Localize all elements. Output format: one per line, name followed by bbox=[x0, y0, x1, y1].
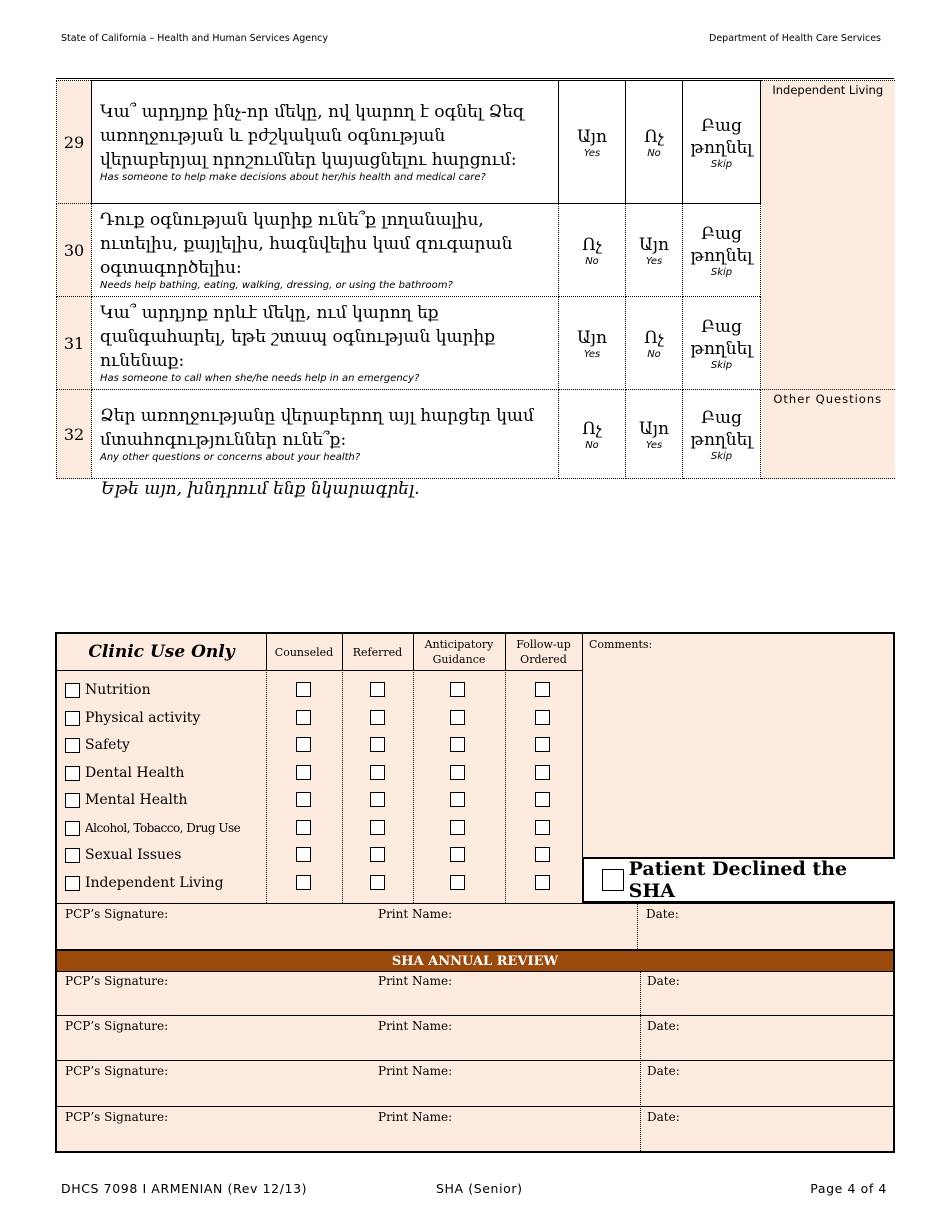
item-label: Safety bbox=[85, 737, 130, 753]
section-independent-living: Independent Living bbox=[761, 81, 895, 390]
referred-checkbox[interactable] bbox=[370, 737, 385, 752]
follow-up-checkbox[interactable] bbox=[535, 682, 550, 697]
item-label: Dental Health bbox=[85, 765, 185, 781]
question-number: 29 bbox=[57, 81, 92, 204]
question-row-32 bbox=[57, 390, 895, 479]
date-label: Date: bbox=[647, 1110, 680, 1124]
checkbox[interactable] bbox=[65, 876, 80, 891]
answer-option-2[interactable] bbox=[626, 390, 683, 479]
answer-armenian: Այո bbox=[638, 234, 670, 255]
answer-english: Yes bbox=[583, 147, 601, 159]
pcp-signature-label: PCP’s Signature: bbox=[65, 1064, 169, 1078]
follow-up-checkbox[interactable] bbox=[535, 875, 550, 890]
clinic-title: Clinic Use Only bbox=[88, 642, 235, 662]
answer-armenian: Բաց թողնել bbox=[690, 115, 753, 158]
patient-declined-box[interactable] bbox=[582, 857, 895, 903]
guidance-checkbox[interactable] bbox=[450, 682, 465, 697]
question-text bbox=[92, 390, 559, 479]
divider bbox=[57, 903, 893, 904]
item-label: Sexual Issues bbox=[85, 847, 182, 863]
date-label: Date: bbox=[647, 1019, 680, 1033]
pcp-signature-label: PCP’s Signature: bbox=[65, 974, 169, 988]
print-name-label: Print Name: bbox=[378, 1064, 453, 1078]
counseled-checkbox[interactable] bbox=[296, 847, 311, 862]
divider bbox=[582, 634, 583, 857]
answer-armenian: Ոչ bbox=[644, 126, 664, 147]
question-english: Has someone to help make decisions about her/his health and medical care? bbox=[100, 172, 486, 183]
checkbox[interactable] bbox=[65, 683, 80, 698]
clinic-item-alcohol-tobacco-drug[interactable] bbox=[65, 818, 240, 838]
footer-page-number: Page 4 of 4 bbox=[810, 1181, 887, 1196]
question-armenian: Կա՞ արդյոք որևէ մեկը, ում կարող եք զանգահարել, եթե շտապ օգնության կարիք ունենաք: bbox=[100, 303, 496, 371]
clinic-item-independent-living[interactable] bbox=[65, 873, 224, 893]
answer-english: No bbox=[585, 439, 599, 451]
follow-up-checkbox[interactable] bbox=[535, 737, 550, 752]
counseled-checkbox[interactable] bbox=[296, 765, 311, 780]
pcp-signature-label: PCP’s Signature: bbox=[65, 907, 169, 921]
answer-english: Yes bbox=[645, 255, 663, 267]
divider bbox=[266, 670, 267, 903]
follow-up-checkbox[interactable] bbox=[535, 820, 550, 835]
guidance-checkbox[interactable] bbox=[450, 765, 465, 780]
counseled-checkbox[interactable] bbox=[296, 875, 311, 890]
answer-option-1[interactable] bbox=[559, 81, 626, 204]
guidance-checkbox[interactable] bbox=[450, 710, 465, 725]
referred-checkbox[interactable] bbox=[370, 875, 385, 890]
date-label: Date: bbox=[647, 974, 680, 988]
date-label: Date: bbox=[647, 1064, 680, 1078]
divider bbox=[57, 971, 893, 972]
counseled-checkbox[interactable] bbox=[296, 710, 311, 725]
question-text bbox=[92, 81, 559, 204]
answer-option-skip[interactable] bbox=[683, 81, 761, 204]
question-row-29 bbox=[57, 81, 895, 204]
question-text bbox=[92, 297, 559, 390]
referred-checkbox[interactable] bbox=[370, 847, 385, 862]
checkbox[interactable] bbox=[65, 848, 80, 863]
divider bbox=[637, 903, 638, 949]
answer-english: Skip bbox=[710, 450, 733, 462]
divider bbox=[505, 634, 506, 670]
follow-up-checkbox[interactable] bbox=[535, 710, 550, 725]
print-name-label: Print Name: bbox=[378, 974, 453, 988]
item-label: Nutrition bbox=[85, 682, 151, 698]
section-other-questions: Other Questions bbox=[761, 390, 895, 479]
divider bbox=[57, 670, 582, 671]
answer-armenian: Բաց թողնել bbox=[690, 407, 753, 450]
answer-option-2[interactable] bbox=[626, 204, 683, 297]
divider bbox=[342, 634, 343, 670]
clinic-item-mental-health[interactable] bbox=[65, 790, 188, 810]
checkbox[interactable] bbox=[65, 711, 80, 726]
column-counseled: Counseled bbox=[274, 645, 334, 659]
answer-english: No bbox=[647, 348, 661, 360]
answer-option-skip[interactable] bbox=[683, 390, 761, 479]
checkbox[interactable] bbox=[65, 821, 80, 836]
column-anticipatory-guidance: Anticipatory Guidance bbox=[424, 638, 494, 666]
item-label: Mental Health bbox=[85, 792, 188, 808]
divider bbox=[413, 670, 414, 903]
clinic-use-only-section bbox=[55, 632, 895, 1153]
item-label: Independent Living bbox=[85, 875, 224, 891]
guidance-checkbox[interactable] bbox=[450, 737, 465, 752]
question-text bbox=[92, 204, 559, 297]
print-name-label: Print Name: bbox=[378, 907, 453, 921]
footer-form-id: DHCS 7098 I ARMENIAN (Rev 12/13) bbox=[61, 1181, 308, 1196]
answer-option-skip[interactable] bbox=[683, 297, 761, 390]
answer-armenian: Բաց թողնել bbox=[690, 316, 753, 359]
answer-option-1[interactable] bbox=[559, 390, 626, 479]
follow-up-checkbox[interactable] bbox=[535, 792, 550, 807]
answer-option-skip[interactable] bbox=[683, 204, 761, 297]
checkbox[interactable] bbox=[65, 793, 80, 808]
header-rule bbox=[56, 78, 894, 79]
answer-english: No bbox=[585, 255, 599, 267]
answer-english: Yes bbox=[645, 439, 663, 451]
answer-english: Skip bbox=[710, 359, 733, 371]
clinic-item-sexual-issues[interactable] bbox=[65, 845, 181, 865]
answer-option-2[interactable] bbox=[626, 297, 683, 390]
answer-english: Yes bbox=[583, 348, 601, 360]
answer-english: Skip bbox=[710, 266, 733, 278]
question-number: 31 bbox=[57, 297, 92, 390]
divider bbox=[413, 634, 414, 670]
referred-checkbox[interactable] bbox=[370, 710, 385, 725]
divider bbox=[57, 1060, 893, 1061]
clinic-item-physical-activity[interactable] bbox=[65, 708, 200, 728]
guidance-checkbox[interactable] bbox=[450, 847, 465, 862]
declined-checkbox[interactable] bbox=[602, 869, 624, 891]
referred-checkbox[interactable] bbox=[370, 820, 385, 835]
answer-armenian: Ոչ bbox=[644, 327, 664, 348]
item-label: Alcohol, Tobacco, Drug Use bbox=[85, 821, 241, 835]
column-follow-up-ordered: Follow-up Ordered bbox=[516, 638, 571, 666]
item-label: Physical activity bbox=[85, 710, 201, 726]
date-label: Date: bbox=[646, 907, 679, 921]
question-english: Any other questions or concerns about your health? bbox=[100, 452, 361, 463]
referred-checkbox[interactable] bbox=[370, 792, 385, 807]
answer-option-1[interactable] bbox=[559, 297, 626, 390]
guidance-checkbox[interactable] bbox=[450, 875, 465, 890]
referred-checkbox[interactable] bbox=[370, 682, 385, 697]
question-number: 32 bbox=[57, 390, 92, 479]
answer-armenian: Այո bbox=[576, 327, 608, 348]
divider bbox=[640, 971, 641, 1151]
checkbox[interactable] bbox=[65, 738, 80, 753]
clinic-item-nutrition[interactable] bbox=[65, 680, 151, 700]
question-number: 30 bbox=[57, 204, 92, 297]
guidance-checkbox[interactable] bbox=[450, 792, 465, 807]
clinic-item-safety[interactable] bbox=[65, 735, 130, 755]
answer-option-2[interactable] bbox=[626, 81, 683, 204]
answer-english: Skip bbox=[710, 158, 733, 170]
header-department: Department of Health Care Services bbox=[709, 33, 881, 44]
question-english: Needs help bathing, eating, walking, dressing, or using the bathroom? bbox=[100, 280, 453, 291]
guidance-checkbox[interactable] bbox=[450, 820, 465, 835]
divider bbox=[57, 1015, 893, 1016]
question-english: Has someone to call when she/he needs help in an emergency? bbox=[100, 373, 420, 384]
answer-option-1[interactable] bbox=[559, 204, 626, 297]
answer-armenian: Ոչ bbox=[582, 234, 602, 255]
clinic-item-dental-health[interactable] bbox=[65, 763, 184, 783]
question-armenian: Կա՞ արդյոք ինչ-որ մեկը, ով կարող է օգնել Ձեզ առողջության և բժշկական օգնության վերաբերյալ որոշումներ կայացնելու հարցում: bbox=[100, 102, 525, 170]
answer-armenian: Ոչ bbox=[582, 418, 602, 439]
counseled-checkbox[interactable] bbox=[296, 820, 311, 835]
answer-armenian: Այո bbox=[576, 126, 608, 147]
answer-armenian: Այո bbox=[638, 418, 670, 439]
pcp-signature-label: PCP’s Signature: bbox=[65, 1019, 169, 1033]
counseled-checkbox[interactable] bbox=[296, 792, 311, 807]
counseled-checkbox[interactable] bbox=[296, 682, 311, 697]
sha-annual-review-bar: SHA ANNUAL REVIEW bbox=[57, 951, 893, 971]
question-armenian: Դուք օգնության կարիք ունե՞ք լողանալիս, ուտելիս, քայլելիս, հագնվելիս կամ զուգարան օգտագործելիս: bbox=[100, 210, 513, 278]
follow-up-checkbox[interactable] bbox=[535, 765, 550, 780]
declined-label: Patient Declined the SHA bbox=[628, 858, 848, 902]
print-name-label: Print Name: bbox=[378, 1019, 453, 1033]
if-yes-describe: Եթե այո, խնդրում ենք նկարագրել. bbox=[101, 479, 420, 499]
pcp-signature-label: PCP’s Signature: bbox=[65, 1110, 169, 1124]
follow-up-checkbox[interactable] bbox=[535, 847, 550, 862]
checkbox[interactable] bbox=[65, 766, 80, 781]
print-name-label: Print Name: bbox=[378, 1110, 453, 1124]
divider bbox=[57, 1106, 893, 1107]
footer-title: SHA (Senior) bbox=[436, 1181, 523, 1196]
answer-armenian: Բաց թողնել bbox=[690, 223, 753, 266]
answer-english: No bbox=[647, 147, 661, 159]
question-armenian: Ձեր առողջությանը վերաբերող այլ հարցեր կամ մտահոգություններ ունե՞ք: bbox=[100, 406, 534, 450]
comments-label: Comments: bbox=[589, 638, 653, 651]
divider bbox=[266, 634, 267, 670]
divider bbox=[505, 670, 506, 903]
divider bbox=[342, 670, 343, 903]
header-agency: State of California – Health and Human Services Agency bbox=[61, 33, 328, 44]
column-referred: Referred bbox=[352, 645, 403, 659]
counseled-checkbox[interactable] bbox=[296, 737, 311, 752]
referred-checkbox[interactable] bbox=[370, 765, 385, 780]
questions-table bbox=[56, 80, 895, 479]
